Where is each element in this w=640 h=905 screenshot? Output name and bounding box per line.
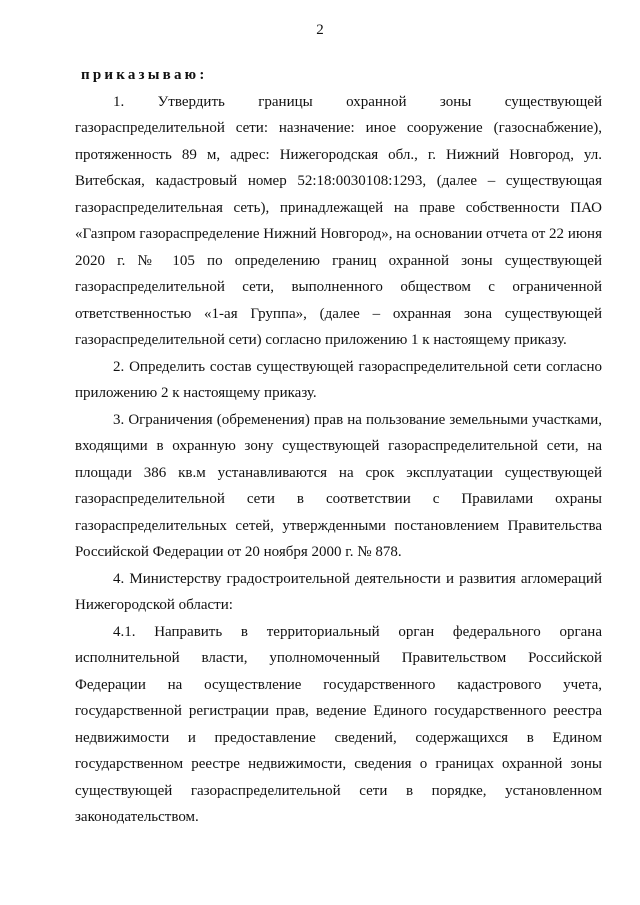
paragraph-3: 3. Ограничения (обременения) прав на пользование земельными участками, входящими в охранную зону существующей газораспределительной сети, на площади 386 кв.м устанавливаются на срок эксплуатации существующей газораспределительной сети в соответствии с Правилами охраны газораспределительных сетей, утвержденными постановлением Правительства Российской Федерации от 20 ноября 2000 г. № 878.: [75, 411, 602, 560]
paragraph-1: 1. Утвердить границы охранной зоны существующей газораспределительной сети: назначение: иное сооружение (газоснабжение), протяженность 89 м, адрес: Нижегородская обл., г. Нижний Новгород, ул. Витебская, кадастровый номер 52:18:0030108:1293, (далее – существующая газораспределительная сеть), принадлежащей на праве собственности ПАО «Газпром газораспределение Нижний Новгород», на основании отчета от 22 июня 2020 г. № 105 по определению границ охранной зоны существующей газораспределительной сети, выполненного обществом с ограниченной ответственностью «1-ая Группа», (далее – охранная зона существующей газораспределительной сети) согласно приложению 1 к настоящему приказу.: [75, 93, 602, 348]
page-number: 2: [316, 22, 324, 38]
paragraph-4: 4. Министерству градостроительной деятельности и развития агломераций Нижегородской области:: [75, 570, 602, 613]
decree-heading: приказываю:: [81, 67, 208, 83]
paragraph-4-1: 4.1. Направить в территориальный орган федерального органа исполнительной власти, уполномоченный Правительством Российской Федерации на осуществление государственного кадастрового учета, государственной регистрации прав, ведение Единого государственного реестра недвижимости и предоставление сведений, содержащихся в Едином государственном реестре недвижимости, сведения о границах охранной зоны существующей газораспределительной сети в порядке, установленном законодательством.: [75, 623, 602, 825]
document-body: [75, 62, 602, 831]
paragraph-2: 2. Определить состав существующей газораспределительной сети согласно приложению 2 к настоящему приказу.: [75, 358, 602, 401]
